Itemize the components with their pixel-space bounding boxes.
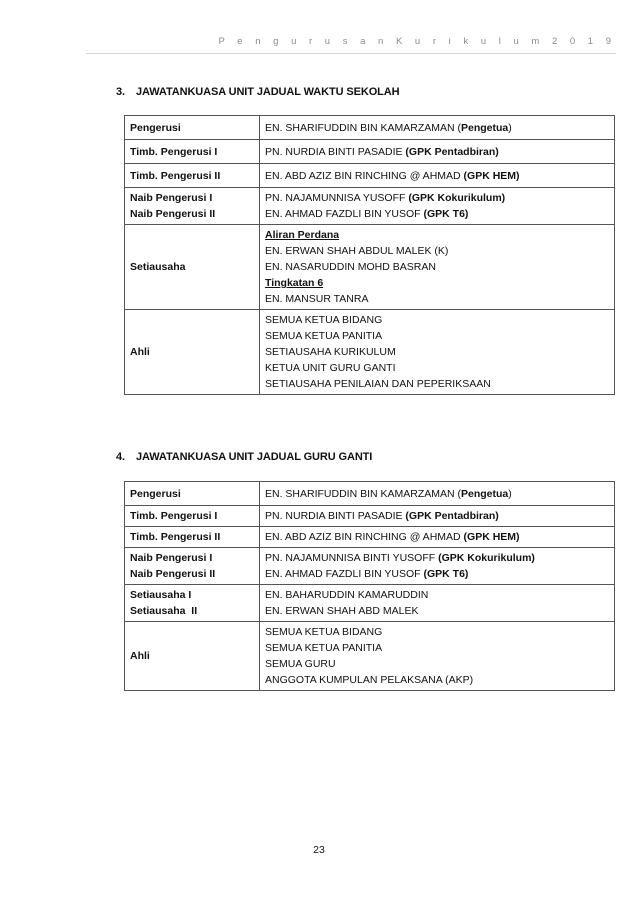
member-cell: EN. ABD AZIZ BIN RINCHING @ AHMAD (GPK HEM) <box>260 164 615 188</box>
member-cell: PN. NAJAMUNNISA BINTI YUSOFF (GPK Kokurikulum) EN. AHMAD FAZDLI BIN YUSOF (GPK T6) <box>260 548 615 585</box>
section-heading: JAWATANKUASA UNIT JADUAL GURU GANTI <box>136 451 373 463</box>
header-divider <box>86 53 616 54</box>
committee-table-jadual-waktu <box>124 115 615 395</box>
table-row <box>125 140 615 164</box>
member-cell: SEMUA KETUA BIDANG SEMUA KETUA PANITIA SETIAUSAHA KURIKULUM KETUA UNIT GURU GANTI SETIAUSAHA PENILAIAN DAN PEPERIKSAAN <box>260 310 615 395</box>
role-cell: Setiausaha <box>125 225 260 310</box>
section-heading: JAWATANKUASA UNIT JADUAL WAKTU SEKOLAH <box>136 86 400 98</box>
role-cell: Ahli <box>125 622 260 691</box>
table-row <box>125 622 615 691</box>
role-cell: Pengerusi <box>125 482 260 506</box>
running-header: P e n g u r u s a n K u r i k u l u m 2 0 1 9 <box>218 36 616 47</box>
member-cell: PN. NURDIA BINTI PASADIE (GPK Pentadbiran) <box>260 140 615 164</box>
role-cell: Timb. Pengerusi II <box>125 164 260 188</box>
role-cell: Ahli <box>125 310 260 395</box>
table-row <box>125 116 615 140</box>
table-row <box>125 225 615 310</box>
member-cell: EN. SHARIFUDDIN BIN KAMARZAMAN (Pengetua) <box>260 482 615 506</box>
role-cell: Timb. Pengerusi I <box>125 140 260 164</box>
member-cell: SEMUA KETUA BIDANG SEMUA KETUA PANITIA SEMUA GURU ANGGOTA KUMPULAN PELAKSANA (AKP) <box>260 622 615 691</box>
member-cell: EN. BAHARUDDIN KAMARUDDIN EN. ERWAN SHAH ABD MALEK <box>260 585 615 622</box>
member-cell: Aliran Perdana EN. ERWAN SHAH ABDUL MALEK (K) EN. NASARUDDIN MOHD BASRAN Tingkatan 6 EN. MANSUR TANRA <box>260 225 615 310</box>
role-cell: Setiausaha I Setiausaha II <box>125 585 260 622</box>
role-cell: Pengerusi <box>125 116 260 140</box>
section-number: 3. <box>116 86 125 98</box>
role-cell: Naib Pengerusi I Naib Pengerusi II <box>125 188 260 225</box>
committee-table-guru-ganti <box>124 481 615 691</box>
role-cell: Naib Pengerusi I Naib Pengerusi II <box>125 548 260 585</box>
table-row <box>125 506 615 527</box>
table-row <box>125 310 615 395</box>
section-3-title <box>116 86 399 98</box>
role-cell: Timb. Pengerusi I <box>125 506 260 527</box>
section-number: 4. <box>116 451 125 463</box>
member-cell: PN. NAJAMUNNISA YUSOFF (GPK Kokurikulum) EN. AHMAD FAZDLI BIN YUSOF (GPK T6) <box>260 188 615 225</box>
member-cell: PN. NURDIA BINTI PASADIE (GPK Pentadbiran) <box>260 506 615 527</box>
table-row <box>125 482 615 506</box>
member-cell: EN. SHARIFUDDIN BIN KAMARZAMAN (Pengetua) <box>260 116 615 140</box>
table-row <box>125 548 615 585</box>
page-number: 23 <box>313 844 325 856</box>
table-row <box>125 585 615 622</box>
table-row <box>125 164 615 188</box>
section-4-title <box>116 451 372 463</box>
role-cell: Timb. Pengerusi II <box>125 527 260 548</box>
member-cell: EN. ABD AZIZ BIN RINCHING @ AHMAD (GPK HEM) <box>260 527 615 548</box>
table-row <box>125 527 615 548</box>
table-row <box>125 188 615 225</box>
